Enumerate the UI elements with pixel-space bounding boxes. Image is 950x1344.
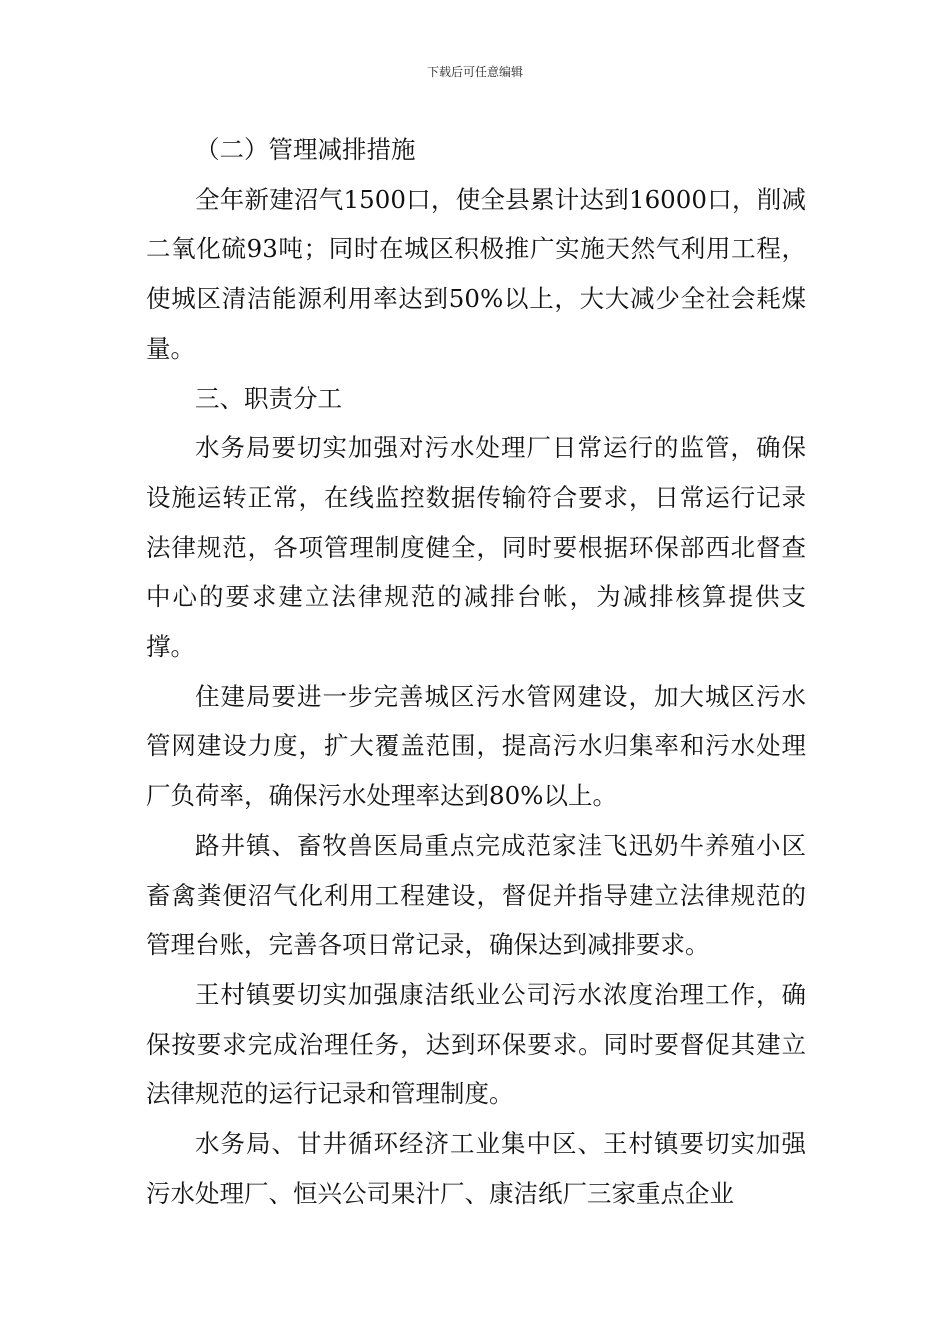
section-heading-responsibilities: 三、职责分工 bbox=[195, 383, 342, 413]
document-body bbox=[146, 125, 806, 1218]
paragraph-biogas-gas: 全年新建沼气1500口，使全县累计达到16000口，削减二氧化硫93吨；同时在城区积极推广实施天然气利用工程，使城区清洁能源利用率达到50%以上，大大减少全社会耗煤量。 bbox=[146, 184, 806, 363]
paragraph-wangcun-town: 王村镇要切实加强康洁纸业公司污水浓度治理工作，确保按要求完成治理任务，达到环保要求。同时要督促其建立法律规范的运行记录和管理制度。 bbox=[146, 979, 806, 1109]
paragraph-housing-bureau: 住建局要进一步完善城区污水管网建设，加大城区污水管网建设力度，扩大覆盖范围，提高污水归集率和污水处理厂负荷率，确保污水处理率达到80%以上。 bbox=[146, 681, 806, 811]
page-header-note: 下载后可任意编辑 bbox=[426, 65, 523, 79]
paragraph-lujing-town: 路井镇、畜牧兽医局重点完成范家洼飞迅奶牛养殖小区畜禽粪便沼气化利用工程建设，督促并指导建立法律规范的管理台账，完善各项日常记录，确保达到减排要求。 bbox=[146, 830, 806, 960]
paragraph-joint-supervision: 水务局、甘井循环经济工业集中区、王村镇要切实加强污水处理厂、恒兴公司果汁厂、康洁纸厂三家重点企业 bbox=[146, 1129, 806, 1208]
paragraph-water-bureau: 水务局要切实加强对污水处理厂日常运行的监管，确保设施运转正常，在线监控数据传输符合要求，日常运行记录法律规范，各项管理制度健全，同时要根据环保部西北督查中心的要求建立法律规范的减排台帐，为减排核算提供支撑。 bbox=[146, 433, 806, 662]
subsection-heading-management-measures: （二）管理减排措施 bbox=[195, 135, 416, 164]
